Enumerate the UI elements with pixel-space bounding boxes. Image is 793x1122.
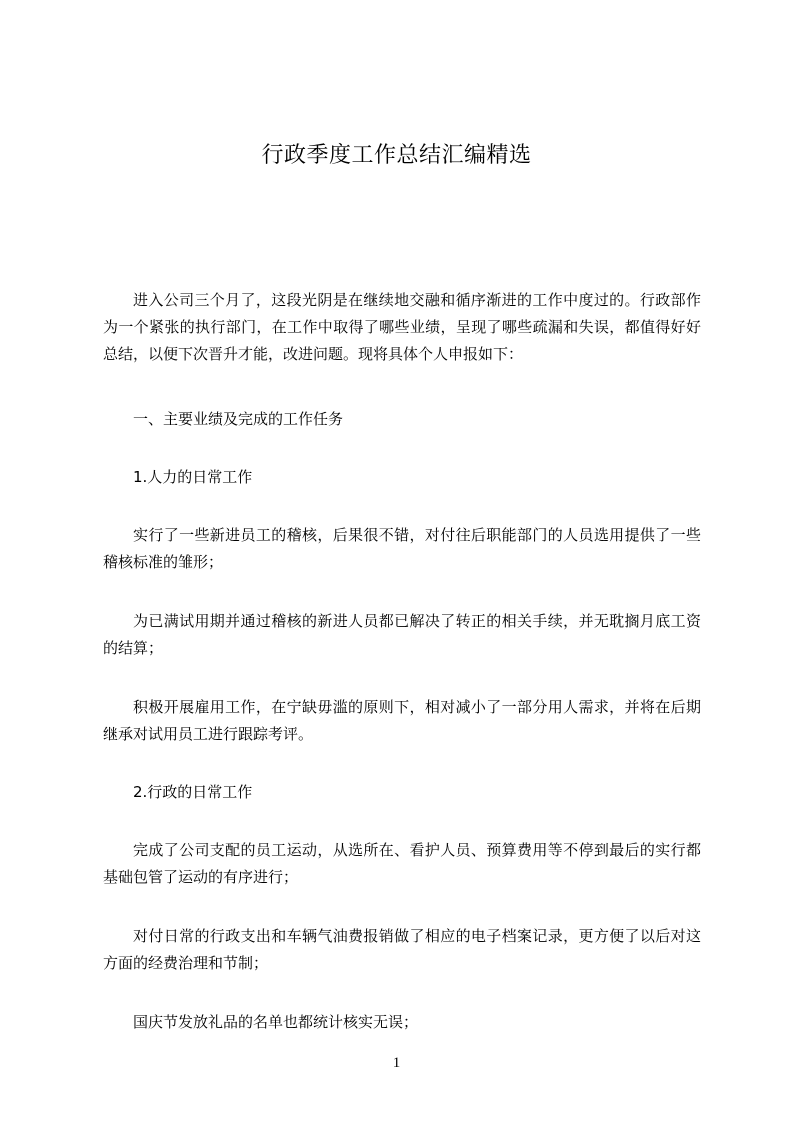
subsection-heading-admin: 2.行政的日常工作	[133, 783, 253, 801]
admin-item-paragraph: 对付日常的行政支出和车辆气油费报销做了相应的电子档案记录，更方便了以后对这方面的经费治理和节制；	[103, 927, 701, 972]
hr-item-paragraph: 积极开展雇用工作，在宁缺毋滥的原则下，相对减小了一部分用人需求，并将在后期继承对试用员工进行跟踪考评。	[103, 698, 701, 743]
admin-item-paragraph: 完成了公司支配的员工运动，从选所在、看护人员、预算费用等不停到最后的实行都基础包管了运动的有序进行；	[103, 841, 701, 886]
admin-item-paragraph: 国庆节发放礼品的名单也都统计核实无误；	[133, 1013, 419, 1031]
document-title: 行政季度工作总结汇编精选	[261, 143, 532, 168]
hr-item-paragraph: 实行了一些新进员工的稽核，后果很不错，对付往后职能部门的人员选用提供了一些稽核标准的雏形；	[103, 526, 701, 571]
subsection-heading-hr: 1.人力的日常工作	[133, 468, 253, 486]
page-number: 1	[392, 1055, 401, 1071]
intro-paragraph: 进入公司三个月了，这段光阴是在继续地交融和循序渐进的工作中度过的。行政部作为一个紧张的执行部门，在工作中取得了哪些业绩，呈现了哪些疏漏和失误，都值得好好总结，以便下次晋升才能，改进问题。现将具体个人申报如下：	[103, 291, 701, 363]
section-heading: 一、主要业绩及完成的工作任务	[133, 410, 344, 428]
hr-item-paragraph: 为已满试用期并通过稽核的新进人员都已解决了转正的相关手续，并无耽搁月底工资的结算；	[103, 612, 701, 657]
document-body	[103, 287, 701, 1036]
